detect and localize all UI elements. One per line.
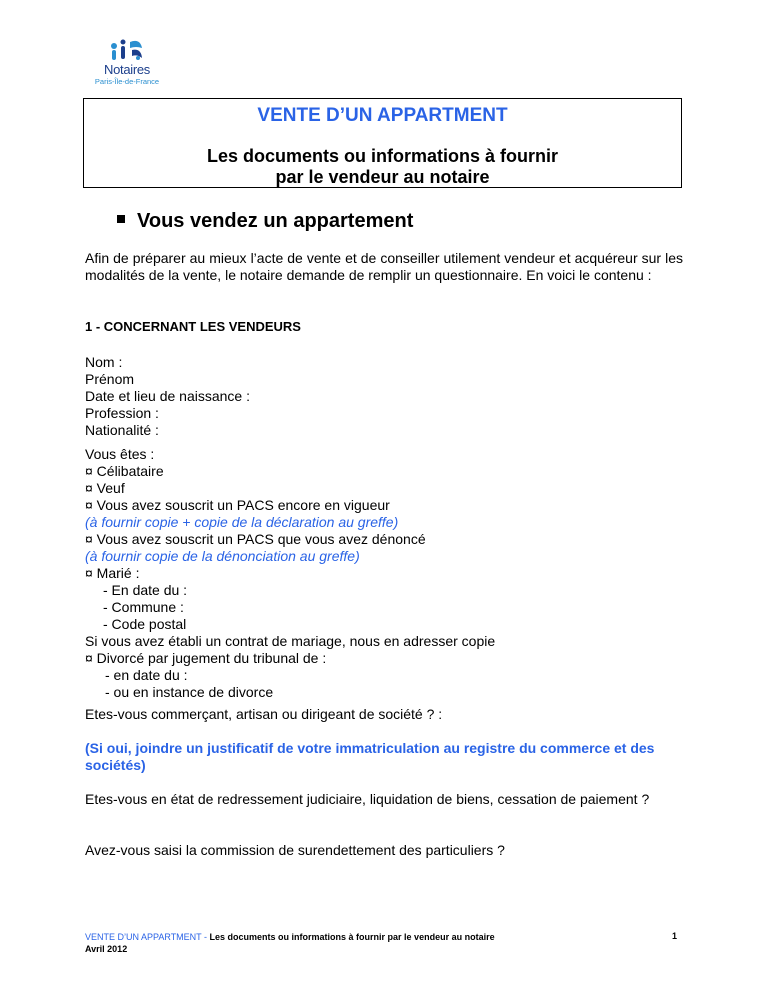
page-footer — [85, 931, 495, 955]
marie-date: - En date du : — [103, 582, 188, 598]
divorce-instance: - ou en instance de divorce — [105, 684, 274, 700]
section-heading — [117, 210, 413, 233]
identity-field-naissance: Date et lieu de naissance : — [85, 388, 250, 404]
subtitle-line-1: Les documents ou informations à fournir — [206, 146, 559, 166]
footer-subtitle: Les documents ou informations à fournir par le vendeur au notaire — [209, 932, 495, 942]
footer-separator: - — [201, 932, 210, 942]
commercant-note: (Si oui, joindre un justificatif de votre immatriculation au registre du commerce et des sociétés) — [85, 740, 655, 773]
option-divorce: ¤ Divorcé par jugement du tribunal de : — [85, 650, 327, 666]
document-title: VENTE D’UN APPARTMENT — [257, 105, 508, 126]
identity-field-nationalite: Nationalité : — [85, 422, 159, 438]
intro-paragraph: Afin de préparer au mieux l’acte de vente et de conseiller utilement vendeur et acquéreur sur les modalités de la vente, le notaire demande de remplir un questionnaire. En voici le contenu : — [85, 250, 683, 283]
identity-field-prenom: Prénom — [85, 371, 135, 387]
footer-title: VENTE D’UN APPARTMENT — [85, 932, 202, 942]
question-commercant: Etes-vous commerçant, artisan ou dirigeant de société ? : — [85, 706, 443, 722]
option-pacs-en-vigueur: ¤ Vous avez souscrit un PACS encore en vigueur — [85, 497, 390, 513]
marie-commune: - Commune : — [103, 599, 184, 615]
document-subtitle — [84, 146, 681, 188]
notaires-logo — [86, 36, 168, 92]
pacs-denonce-note: (à fournir copie de la dénonciation au greffe) — [85, 548, 360, 564]
footer-date: Avril 2012 — [85, 944, 128, 954]
identity-field-nom: Nom : — [85, 354, 123, 370]
status-list — [85, 446, 683, 701]
marie-code-postal: - Code postal — [103, 616, 187, 632]
subtitle-line-2: par le vendeur au notaire — [275, 167, 490, 187]
logo-brand-text: Notaires — [103, 62, 150, 77]
title-box — [83, 98, 682, 188]
square-bullet-icon — [117, 215, 125, 223]
page-number: 1 — [672, 931, 678, 941]
pacs-en-vigueur-note: (à fournir copie + copie de la déclaration au greffe) — [85, 514, 399, 530]
option-veuf: ¤ Veuf — [85, 480, 125, 496]
question-redressement: Etes-vous en état de redressement judiciaire, liquidation de biens, cessation de paiement ? — [85, 791, 650, 807]
divorce-date: - en date du : — [105, 667, 188, 683]
status-intro: Vous êtes : — [85, 446, 155, 462]
logo-region-text: Paris-Île-de-France — [94, 77, 160, 86]
option-pacs-denonce: ¤ Vous avez souscrit un PACS que vous avez dénoncé — [85, 531, 426, 547]
question-surendettement: Avez-vous saisi la commission de surendettement des particuliers ? — [85, 842, 505, 858]
identity-list — [85, 354, 683, 439]
option-celibataire: ¤ Célibataire — [85, 463, 164, 479]
part1-heading: 1 - CONCERNANT LES VENDEURS — [85, 319, 301, 334]
contrat-mariage-text: Si vous avez établi un contrat de mariage, nous en adresser copie — [85, 633, 496, 649]
section-heading-text: Vous vendez un appartement — [137, 210, 414, 232]
option-marie: ¤ Marié : — [85, 565, 140, 581]
identity-field-profession: Profession : — [85, 405, 159, 421]
